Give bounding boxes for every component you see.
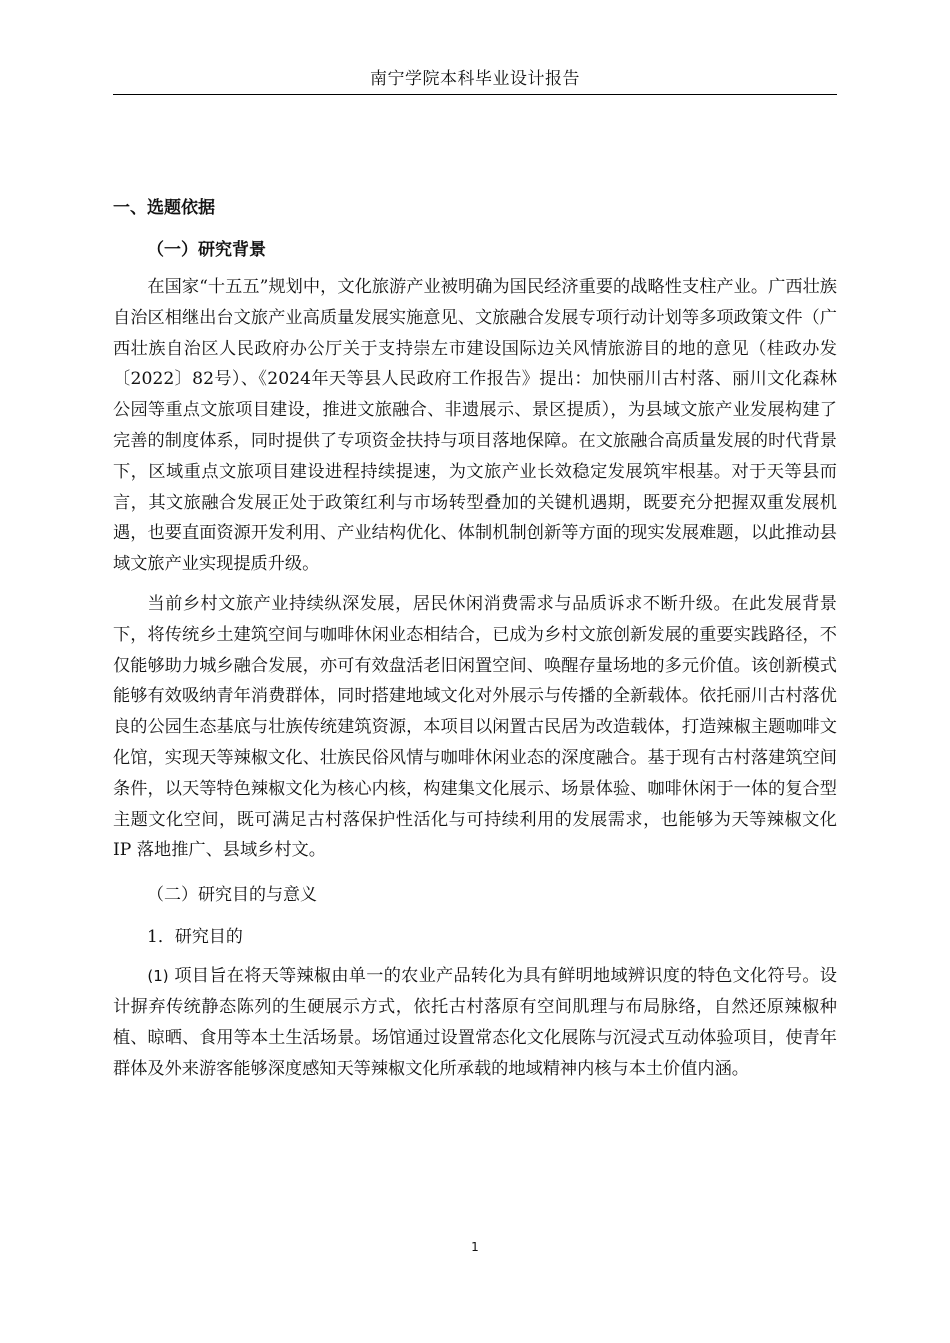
document-body: [113, 188, 837, 1093]
subsection-heading-purpose: （二）研究目的与意义: [147, 885, 317, 906]
page-header: [113, 64, 837, 95]
section-heading-basis: 一、选题依据: [113, 198, 215, 218]
page-footer: [0, 1239, 950, 1255]
subsection-heading-background: （一）研究背景: [147, 240, 266, 260]
paragraph-background-2: 当前乡村文旅产业持续纵深发展，居民休闲消费需求与品质诉求不断升级。在此发展背景下，将传统乡土建筑空间与咖啡休闲业态相结合，已成为乡村文旅创新发展的重要实践路径，不仅能够助力城乡融合发展，亦可有效盘活老旧闲置空间、唤醒存量场地的多元价值。该创新模式能够有效吸纳青年消费群体，同时搭建地域文化对外展示与传播的全新载体。依托丽川古村落优良的公园生态基底与壮族传统建筑资源，本项目以闲置古民居为改造载体，打造辣椒主题咖啡文化馆，实现天等辣椒文化、壮族民俗风情与咖啡休闲业态的深度融合。基于现有古村落建筑空间条件，以天等特色辣椒文化为核心内核，构建集文化展示、场景体验、咖啡休闲于一体的复合型主题文化空间，既可满足古村落保护性活化与可持续利用的发展需求，也能够为天等辣椒文化 IP 落地推广、县域乡村文。: [113, 593, 837, 861]
paragraph-purpose-1: [113, 961, 837, 1084]
item-heading-research-purpose: 1．研究目的: [147, 927, 243, 948]
list-marker: (1): [147, 967, 169, 986]
paragraph-purpose-text: 项目旨在将天等辣椒由单一的农业产品转化为具有鲜明地域辨识度的特色文化符号。设计摒弃传统静态陈列的生硬展示方式，依托古村落原有空间肌理与布局脉络，自然还原辣椒种植、晾晒、食用等本土生活场景。场馆通过设置常态化文化展陈与沉浸式互动体验项目，使青年群体及外来游客能够深度感知天等辣椒文化所承载的地域精神内核与本土价值内涵。: [113, 966, 837, 1079]
page-number: 1: [471, 1240, 479, 1254]
paragraph-background-1: 在国家“十五五”规划中，文化旅游产业被明确为国民经济重要的战略性支柱产业。广西壮族自治区相继出台文旅产业高质量发展实施意见、文旅融合发展专项行动计划等多项政策文件（广西壮族自治区人民政府办公厅关于支持崇左市建设国际边关风情旅游目的地的意见（桂政办发〔2022〕82号）、《2024年天等县人民政府工作报告》提出：加快丽川古村落、丽川文化森林公园等重点文旅项目建设，推进文旅融合、非遗展示、景区提质），为县域文旅产业发展构建了完善的制度体系，同时提供了专项资金扶持与项目落地保障。在文旅融合高质量发展的时代背景下，区域重点文旅项目建设进程持续提速，为文旅产业长效稳定发展筑牢根基。对于天等县而言，其文旅融合发展正处于政策红利与市场转型叠加的关键机遇期，既要充分把握双重发展机遇，也要直面资源开发利用、产业结构优化、体制机制创新等方面的现实发展难题，以此推动县域文旅产业实现提质升级。: [113, 277, 837, 575]
header-title: 南宁学院本科毕业设计报告: [370, 69, 580, 89]
